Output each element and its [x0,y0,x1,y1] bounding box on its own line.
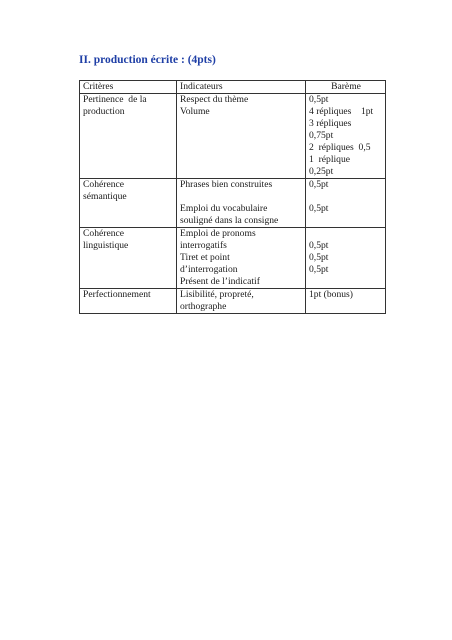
score-line: 0,75pt [309,130,334,141]
score-cell [306,228,386,289]
score-line: 0,5pt [309,240,329,251]
criterion-line: linguistique [83,240,129,251]
indicator-line: Emploi de pronoms [180,228,256,239]
criterion-cell [80,179,177,228]
indicator-cell [177,289,306,314]
score-line: 3 répliques [309,118,352,129]
table-row [80,228,386,289]
indicator-line: interrogatifs [180,240,227,251]
score-line: 1 réplique [309,154,351,165]
score-line: 0,5pt [309,179,329,190]
header-bareme: Barème [306,81,386,94]
indicator-cell [177,179,306,228]
score-line: 4 répliques 1pt [309,106,374,117]
line-gap [180,191,303,203]
score-cell [306,289,386,314]
score-line: 0,25pt [309,166,334,177]
score-cell [306,179,386,228]
indicator-line: Lisibilité, propreté, [180,289,254,300]
indicator-line: Tiret et point [180,252,230,263]
score-line: 0,5pt [309,264,329,275]
table-row [80,179,386,228]
criterion-line: sémantique [83,191,127,202]
criterion-line: Cohérence [83,228,125,239]
criterion-cell [80,228,177,289]
indicator-line: Phrases bien construites [180,179,273,190]
indicator-line: Présent de l’indicatif [180,276,260,287]
criterion-line: Perfectionnement [83,289,151,300]
score-line: 0,5pt [309,94,329,105]
criterion-cell [80,94,177,179]
indicator-line: orthographe [180,301,227,312]
table-header-row [80,81,386,94]
indicator-line: Volume [180,106,210,117]
line-gap [309,191,383,203]
line-gap [309,228,383,240]
score-line: 1pt (bonus) [309,289,353,300]
score-line: 0,5pt [309,203,329,214]
indicator-line: souligné dans la consigne [180,215,279,226]
score-cell [306,94,386,179]
section-title: II. production écrite : (4pts) [79,54,216,66]
header-indicateurs: Indicateurs [177,81,306,94]
header-criteres: Critères [80,81,177,94]
indicator-line: Emploi du vocabulaire [180,203,268,214]
table-row [80,289,386,314]
criterion-line: Cohérence [83,179,125,190]
indicator-line: d’interrogation [180,264,238,275]
indicator-line: Respect du thème [180,94,249,105]
indicator-cell [177,94,306,179]
score-line: 2 répliques 0,5 [309,142,371,153]
table-row [80,94,386,179]
criterion-line: Pertinence de la [83,94,147,105]
criterion-cell [80,289,177,314]
indicator-cell [177,228,306,289]
criterion-line: production [83,106,125,117]
grading-table [79,80,386,314]
score-line: 0,5pt [309,252,329,263]
